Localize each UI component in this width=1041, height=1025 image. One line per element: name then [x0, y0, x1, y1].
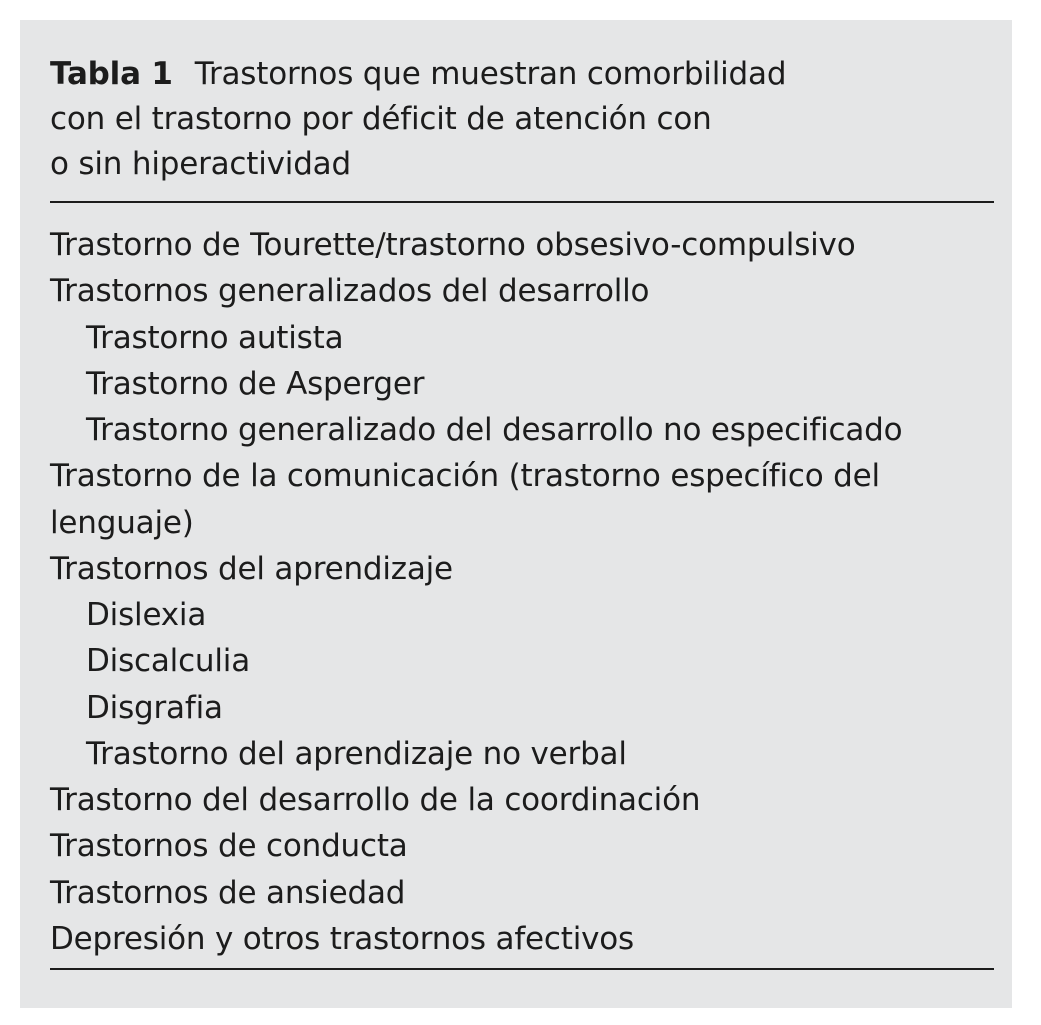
table-title-line-3: o sin hiperactividad: [50, 146, 351, 182]
list-item: Trastorno del desarrollo de la coordinación: [50, 782, 701, 818]
list-subitem: Trastorno de Asperger: [86, 365, 425, 402]
disorder-list: [50, 222, 994, 962]
table-title-line-2: con el trastorno por déficit de atención con: [50, 101, 712, 137]
list-item-continuation: lenguaje): [50, 504, 194, 541]
list-item: Trastorno de Tourette/trastorno obsesivo-compulsivo: [50, 227, 856, 263]
list-item: Trastornos del aprendizaje: [50, 550, 453, 587]
list-item: Trastornos de conducta: [50, 828, 408, 865]
table-caption: [50, 52, 980, 187]
list-subitem: Trastorno generalizado del desarrollo no especificado: [86, 412, 903, 448]
table-panel: [20, 20, 1012, 1008]
top-rule: [50, 201, 994, 203]
list-item: Trastornos de ansiedad: [50, 874, 406, 911]
list-subitem: Disgrafia: [86, 689, 223, 726]
list-subitem: Trastorno autista: [86, 319, 344, 356]
list-subitem: Discalculia: [86, 643, 251, 680]
table-label: Tabla 1: [50, 56, 173, 92]
list-item: Depresión y otros trastornos afectivos: [50, 920, 634, 957]
table-title-line-1: Trastornos que muestran comorbilidad: [194, 56, 787, 92]
bottom-rule: [50, 968, 994, 970]
list-item: Trastorno de la comunicación (trastorno específico del: [50, 458, 880, 495]
list-subitem: Trastorno del aprendizaje no verbal: [86, 735, 627, 772]
list-item: Trastornos generalizados del desarrollo: [50, 273, 650, 310]
list-subitem: Dislexia: [86, 597, 207, 633]
